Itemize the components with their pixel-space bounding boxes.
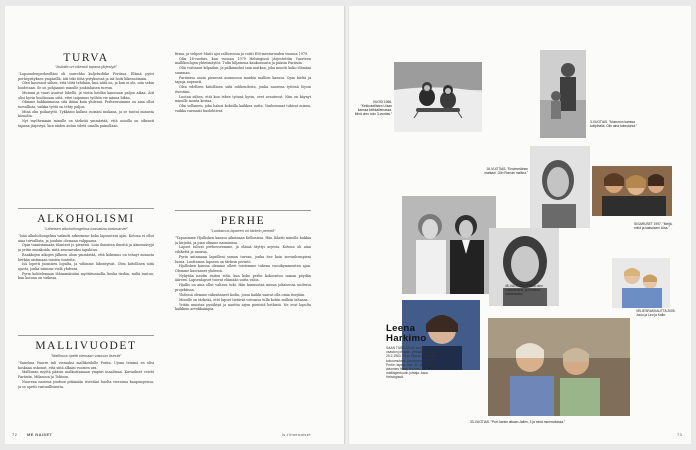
section-separator (18, 335, 154, 336)
caption-family: 33-VUOTIAS. ”Pori Jaesin aikaan Jallen, 3 ja minä mummolassa.” (470, 420, 566, 424)
photo-couple-art (402, 196, 496, 294)
paragraph: Hjallis on aina ollut valtava tuki. Hän kannustaa minua jokaisessa uudessa projektissa. (175, 283, 311, 292)
photo-grandma (540, 50, 586, 138)
intro-column (175, 52, 311, 208)
alkoholismi-body (18, 234, 154, 331)
photo-teen-portrait (530, 146, 590, 228)
caption-sledding: VUOSI 1966. ”Kekkosellisten Liisan kanssa kelkkailemassa. Minä olen noin 3-vuotias.” (354, 100, 392, 117)
profile-bio: SAAN TUBE-SYLA: luovuin osaston johtajan, yrittäjänä Porissa 25.2.1963. Asuu Sipoossa. Entinen kokoomuksen kansanedustaja. Perhe: lapset Jani, 33, ja Leo, 30, aviomies Harry Harkimo, malliagentuurin johtaja. Asuu Helsingissä. (386, 346, 438, 380)
section-separator (175, 210, 311, 211)
paragraph: Olin voittanut kilpailun, ja palkinnoksi sain matkan, joka muutti koko elämäni suunnan. (175, 66, 311, 75)
photo-twins-art (592, 166, 672, 216)
paragraph: Olen edelleen kiitollinen siitä rohkeudesta, jonka nuorena tyttönä löysin itsestäni. (175, 85, 311, 94)
paragraph: ”Isän alkoholiongelma vaikutti arkeemme koko lapsuuteni ajan. Kotona ei ollut aina turvallista, ja jouduin olemaan valppaana. (18, 234, 154, 243)
paragraph: ”Lapsuudenperheelläni oli suurehko kuljetusliike Poriissa. Elämä pyöri perheyrityksen ympärillä, äiti teki töitä yrityksessä ja isä hoiti liikennöinnin. (18, 72, 154, 81)
caption-woman45: 45-VUOTIAS. ”Tässä olen mallipäivänä, ja tuntenut luottamusta.” (505, 284, 543, 297)
mallivuodet-heading: MALLIVUODET (35, 340, 137, 352)
photo-family (488, 318, 630, 416)
perhe-body (175, 236, 311, 431)
paragraph: Nyt myöhemmin minulle on tärkeää ymmärtää, että asioilla on oikeasti tapana järjestyä, kun niiden antaa edetä omalla painollaan. (18, 119, 154, 128)
profile-first-name: Leena (386, 323, 416, 334)
paragraph: Minulle on tärkeää, että lapset tietävät voivansa tulla kotiin milloin tahansa. (179, 297, 309, 302)
paragraph: Rankkojen aikojen jälkeen aloin ymmärtää, että kokemus on tehnyt minusta herkän aistimaan toisten tunteita. (18, 252, 154, 262)
turva-heading: TURVA (63, 52, 109, 64)
photo-family-art (488, 318, 630, 416)
perhe-deck: ”Luottamus lapseen on tärkein perintö” (210, 229, 276, 233)
page-number-right: 73 (677, 432, 683, 437)
paragraph: Opin tunnistamaan tilanteet jo pienenä. Luin ihmisten ilmeitä ja äänensävyjä ja yritin ennakoida, mitä seuraavaksi tapahtuu. (18, 243, 154, 253)
photo-teen-art (530, 146, 590, 228)
paragraph: Hjallisken kanssa olemme olleet toistemme tukena vuosikymmenten ajan. Olemme kasvaneet yhdessä. (175, 264, 311, 273)
paragraph: Malliuran myötä pääsin matkustamaan ympäri maailmaa. Kuvaukset veivät Pariisiin, Milanoon ja Tokioon. (18, 370, 154, 380)
photo-kids-art (612, 258, 670, 308)
profile-last-name: Harkimo (386, 333, 427, 344)
paragraph: Luotan siihen, että kun tekee työnsä hyvin, ovet avautuvat. Niin on käynyt minulle monta kertaa. (175, 94, 311, 104)
footer-url: is.fi/menaiset (282, 432, 311, 437)
profile-block (386, 324, 438, 380)
caption-grandma: 3-VUOTIAS. ”Mummun kanssa kotipihalla. Olin aina tukeutunut.” (590, 120, 638, 129)
photo-couple-party (402, 196, 496, 294)
paragraph: Mummi ja vaari asuivat lähellä, ja vietin heidän kanssaan paljon aikaa. Äiti olisi hyvin huolissaan siitä, ettei taipumus työhön vie minua liikaa. (18, 90, 154, 100)
paragraph: Olimme hakkaamassa sitä ikään kuin yhdessä. Perheessämme on aina ollut turvallista, vaikka työtä on tehty paljon. (18, 100, 154, 109)
photo-kids (612, 258, 670, 308)
alkoholismi-heading: ALKOHOLISMI (37, 213, 135, 225)
photo-sledding-art (394, 62, 482, 132)
paragraph: ”Tapasimme Hjallisken kanssa aikoinaan Kellonissa. Hän lähetti minulle kukkia ja kirjeitä, ja pian olimme naimisissa. (175, 236, 311, 245)
turva-body (18, 72, 154, 204)
photo-sledding (394, 62, 482, 132)
paragraph: Isä lopetti juomisen lopulta, ja välimme lähentyivät. Olen kiitollinen siitä ajasta, jonka saimme vielä yhdessä. (18, 262, 154, 271)
alkoholismi-deck: ”Läheisen alkoholiongelma kasvattaa tuntosarvet” (44, 227, 128, 231)
paragraph: Minä olin poikatyttö. Tykkäsin kulkea isoisäni mukana, ja se tuntui minusta hienolta. (18, 109, 154, 119)
magazine-name: ME NAISET (27, 432, 53, 437)
paragraph: Olin sellainen, joka halusi kokeilla kaikkea uutta. Vanhemmat tukivat minua, vaikka varmasti huolehtivat. (175, 104, 311, 113)
paragraph: Olin 16-vuotias, kun vuonna 1979 Helsingissä järjestettiin Vuorteen mallikoulujen yhteisnäytös. Tulin hiljaisena kaukosuusta ja pääsin Pariisiin. (175, 56, 311, 66)
paragraph: Olen kasvanut siihen, että töitä tehdään, kun niitä on, ja kun ei ole, niin sekin hoidetaan. Se on pohjannut minulle jonkinlaisen turvan. (18, 81, 154, 91)
paragraph: Pyrin kohtelemaan lähimmäisiäni myötätunnolla, koska tiedän, miltä tuntuu, kun kotona on vaikeaa. (18, 271, 154, 281)
paragraph: Yhdessä olemme rakentaneet kodin, jossa kaikki saavat olla omia itsejään. (179, 292, 306, 297)
paragraph: Nykyään nautin eniten siitä, kun koko perhe kokoontuu saman pöydän ääreen. Lapsenlapset tuovat elämään uutta valoa. (175, 273, 311, 283)
mallivuodet-deck: ”Mallinura opetti olemaan vastuun itsestä” (50, 354, 122, 358)
caption-kids: VELIESRAKKAUTTA 2005. Joulu ja Leo ja Kalle. (636, 309, 676, 318)
paragraph: Nuorena naisena jouduin pitämään itsestäni huolta vieraissa kaupungeissa, ja se opetti vastuullisuutta. (18, 379, 154, 389)
section-separator (18, 208, 154, 209)
perhe-heading: PERHE (220, 215, 266, 227)
paragraph: firma, ja vehjeet Matti ajoi rallicrossia ja voitti EM-mestaruuden vuonna 1979. (175, 52, 309, 56)
caption-teen: 16-VUOTIAS. ”Ensimmäinen matkani. Olin Roman mallina.” (484, 167, 528, 176)
paragraph: Lapset tulivat perheeseemme, ja elämä täyttyi arjesta. Kotona oli aina vilskettä ja naurua. (175, 245, 311, 255)
paragraph: Pyrin antamaan lapsilleni saman turvan, jonka itse koin isovanhempieni luona. Luottamus lapseen on tärkein perintö. (175, 254, 311, 264)
paragraph: Pariisissa asuin pienessä asunnossa muiden mallien kanssa. Opin kieltä ja tapoja nopeasti. (175, 75, 311, 85)
mallivuodet-body (18, 361, 154, 431)
turva-deck: ”Asioilla on oikeasti tapana järjestyä” (55, 65, 117, 69)
photo-twins (592, 166, 672, 216)
paragraph: Yritän muistaa pysähtyä ja nauttia arjen pienistä hetkistä. Ne ovat lopulta kaikkein arvokkaimpia. (175, 302, 311, 312)
page-number-left: 72 (12, 432, 18, 437)
paragraph: ”Sanelma Vuorre tuli vieraaksi mallikoululle Poriin. Ujona teininä en olisi koskaan uskonut, että siitä alkaisi vuosien ura. (18, 361, 154, 370)
caption-twins: SIGARUSET 1997. ”Meijä, minä ja kaksoseni Liisa.” (634, 222, 673, 231)
photo-grandma-art (540, 50, 586, 138)
